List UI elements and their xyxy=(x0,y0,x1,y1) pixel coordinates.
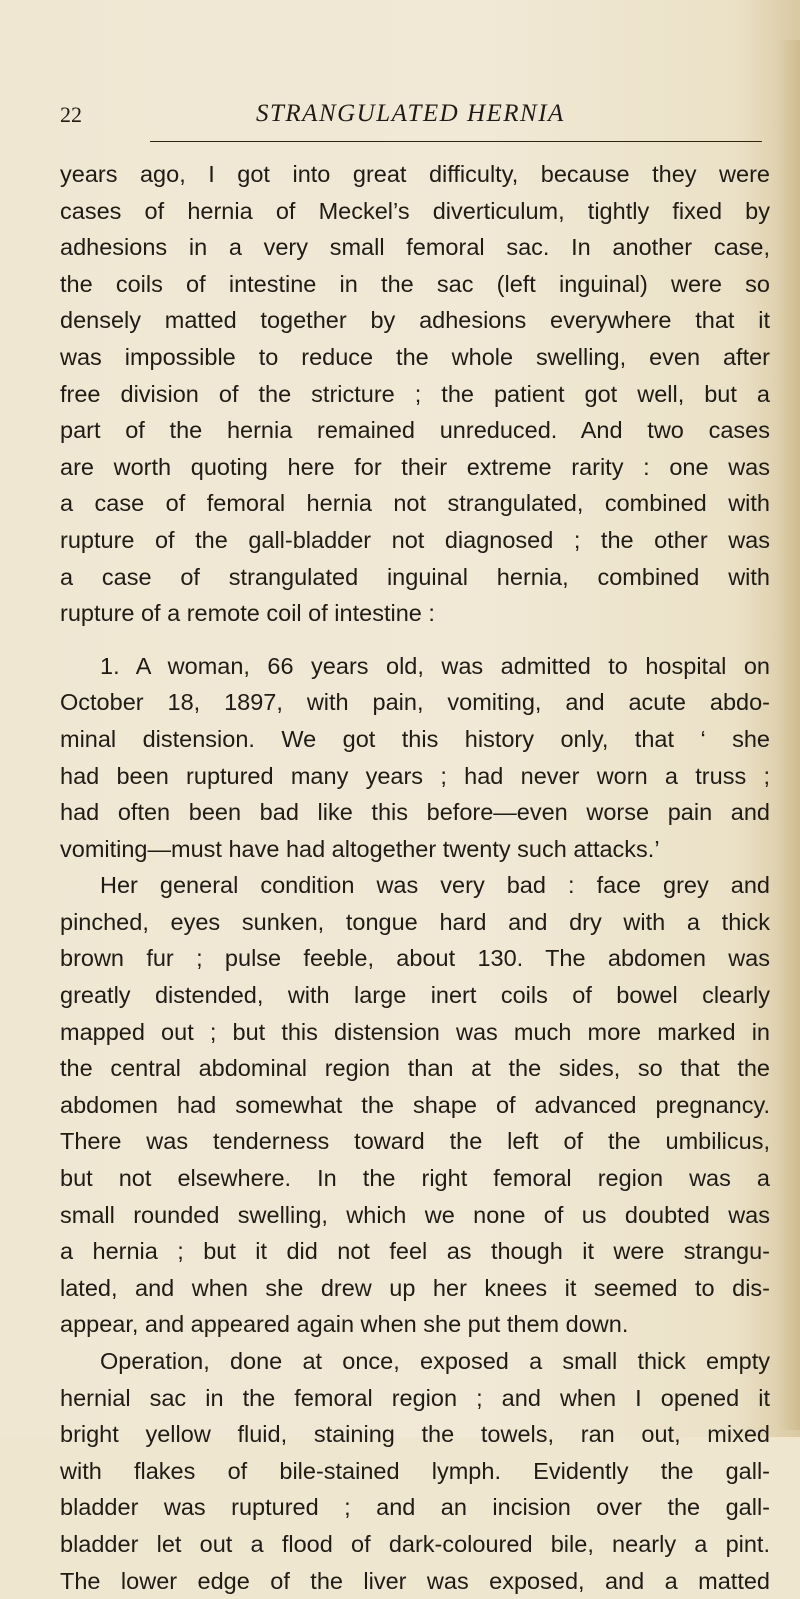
text-line: abdomen had somewhat the shape of advanced pregnancy. xyxy=(60,1091,770,1118)
text-line: the central abdominal region than at the sides, so that the xyxy=(60,1055,770,1082)
text-line: pinched, eyes sunken, tongue hard and dry with a thick xyxy=(60,908,770,935)
text-line: bright yellow fluid, staining the towels, ran out, mixed xyxy=(60,1421,770,1448)
text-line: had been ruptured many years ; had never worn a truss ; xyxy=(60,762,770,789)
header-rule xyxy=(150,141,762,142)
paragraph xyxy=(60,156,770,632)
text-line: appear, and appeared again when she put them down. xyxy=(60,1311,629,1338)
text-line: the coils of intestine in the sac (left inguinal) were so xyxy=(60,270,770,297)
text-line: adhesions in a very small femoral sac. In another case, xyxy=(60,234,770,261)
text-line: a case of femoral hernia not strangulated, combined with xyxy=(60,490,770,517)
page-edge-stain xyxy=(778,40,800,1430)
text-line: are worth quoting here for their extreme rarity : one was xyxy=(60,453,770,480)
text-line: was impossible to reduce the whole swelling, even after xyxy=(60,343,770,370)
paragraph xyxy=(60,1343,770,1599)
text-line: The lower edge of the liver was exposed, and a matted xyxy=(60,1567,770,1594)
text-line: a hernia ; but it did not feel as though it were strangu- xyxy=(60,1238,770,1265)
text-line: minal distension. We got this history only, that ‘ she xyxy=(60,725,770,752)
running-head: STRANGULATED HERNIA xyxy=(256,100,565,127)
text-line: densely matted together by adhesions everywhere that it xyxy=(60,307,770,334)
page-number: 22 xyxy=(60,102,82,127)
paragraph-gap xyxy=(60,632,770,648)
paragraph xyxy=(60,648,770,868)
text-line: 1. A woman, 66 years old, was admitted to hospital on xyxy=(100,652,770,679)
text-line: part of the hernia remained unreduced. And two cases xyxy=(60,417,770,444)
text-line: small rounded swelling, which we none of us doubted was xyxy=(60,1201,770,1228)
text-line: brown fur ; pulse feeble, about 130. The abdomen was xyxy=(60,945,770,972)
text-line: bladder let out a flood of dark-coloured bile, nearly a pint. xyxy=(60,1530,770,1557)
text-line: rupture of a remote coil of intestine : xyxy=(60,600,435,627)
text-line: There was tenderness toward the left of the umbilicus, xyxy=(60,1128,770,1155)
page-header xyxy=(60,100,770,140)
text-line: a case of strangulated inguinal hernia, combined with xyxy=(60,563,770,590)
text-line: but not elsewhere. In the right femoral region was a xyxy=(60,1165,770,1192)
text-line: free division of the stricture ; the patient got well, but a xyxy=(60,380,770,407)
text-line: bladder was ruptured ; and an incision over the gall- xyxy=(60,1494,770,1521)
text-line: mapped out ; but this distension was much more marked in xyxy=(60,1018,770,1045)
text-line: rupture of the gall-bladder not diagnosed ; the other was xyxy=(60,526,770,553)
text-line: cases of hernia of Meckel’s diverticulum, tightly fixed by xyxy=(60,197,770,224)
text-line: hernial sac in the femoral region ; and when I opened it xyxy=(60,1384,770,1411)
text-line: greatly distended, with large inert coils of bowel clearly xyxy=(60,982,770,1009)
text-line: years ago, I got into great difficulty, because they were xyxy=(60,161,770,187)
text-line: Operation, done at once, exposed a small thick empty xyxy=(100,1348,770,1374)
text-line: Her general condition was very bad : face grey and xyxy=(100,872,770,899)
text-line: had often been bad like this before—even worse pain and xyxy=(60,799,770,826)
text-line: vomiting—must have had altogether twenty such attacks.’ xyxy=(60,835,660,862)
body-text xyxy=(60,156,770,1599)
text-line: with flakes of bile-stained lymph. Evidently the gall- xyxy=(60,1457,770,1484)
text-line: lated, and when she drew up her knees it seemed to dis- xyxy=(60,1274,770,1301)
paragraph xyxy=(60,867,770,1343)
text-line: October 18, 1897, with pain, vomiting, and acute abdo- xyxy=(60,689,770,716)
